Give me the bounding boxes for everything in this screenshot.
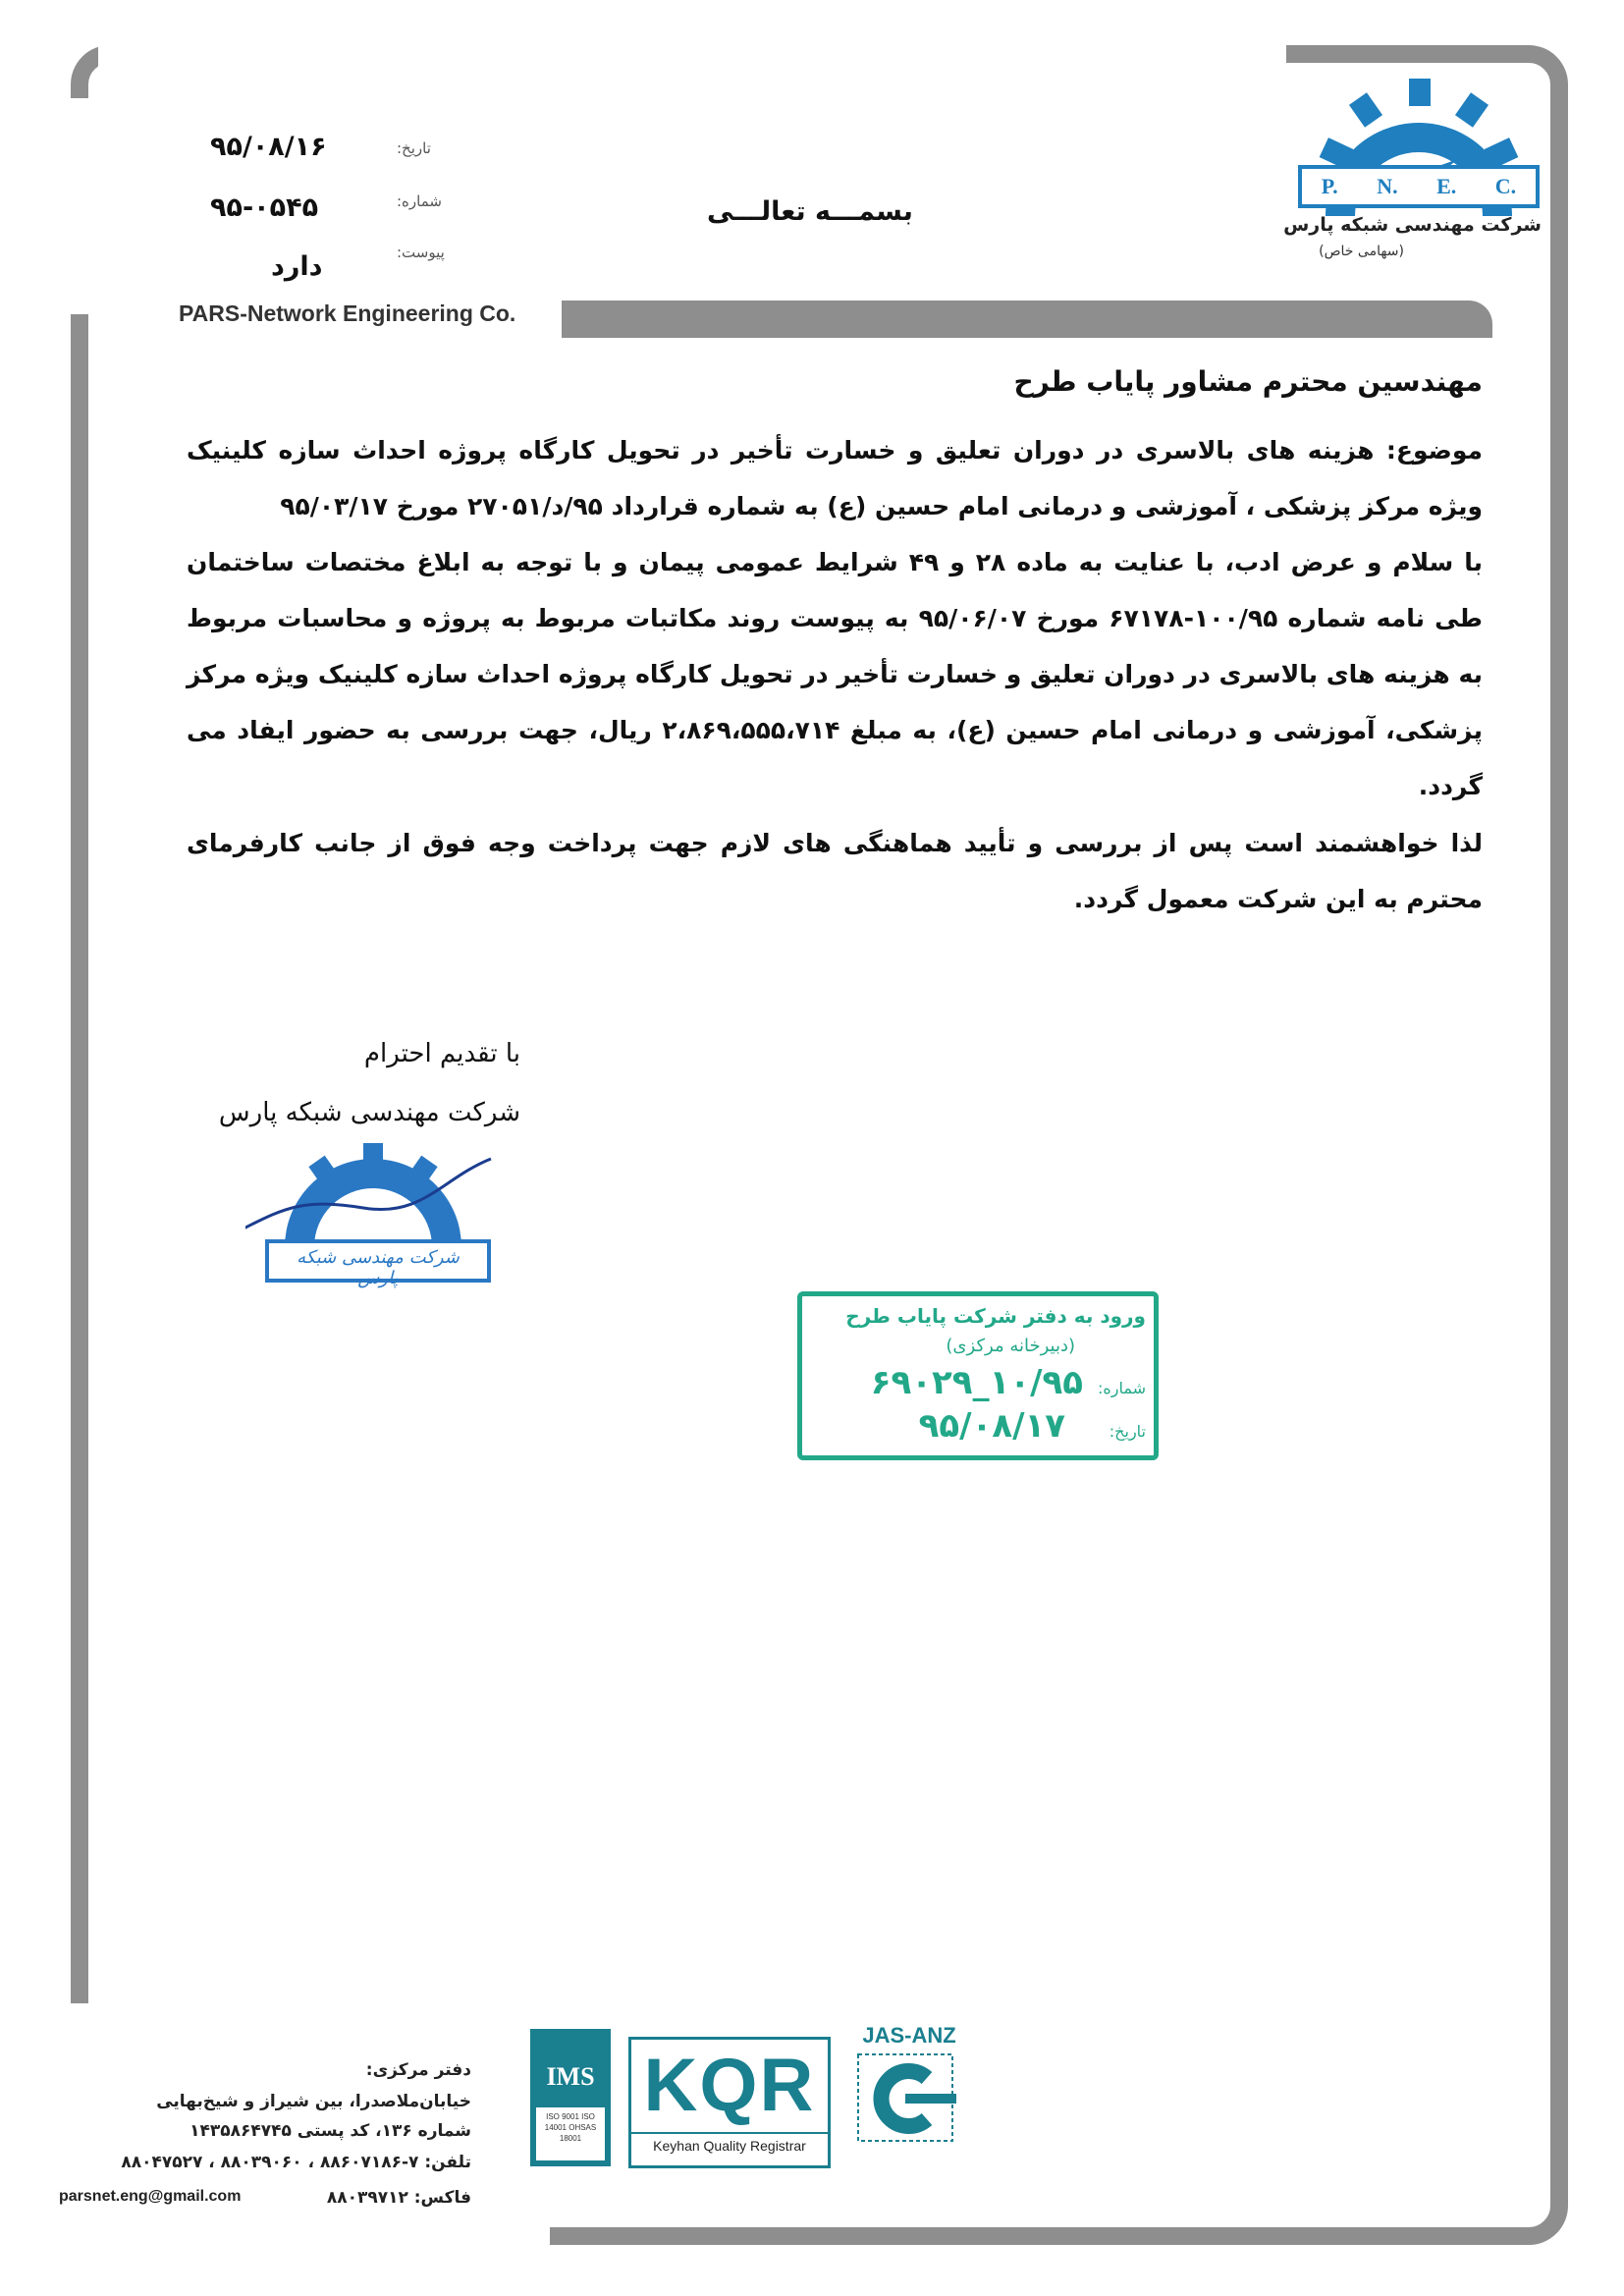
date-label: تاریخ: bbox=[397, 139, 431, 157]
frame-gap-top bbox=[98, 41, 1286, 96]
ims-standards: ISO 9001 ISO 14001 OHSAS 18001 bbox=[536, 2107, 605, 2160]
receipt-number-value: ۱۰/۹۵_۶۹۰۲۹ bbox=[870, 1363, 1083, 1402]
logo-letter-n: N. bbox=[1377, 174, 1398, 198]
kqr-caption: Keyhan Quality Registrar bbox=[631, 2132, 828, 2154]
jasanz-label: JAS-ANZ bbox=[862, 2023, 956, 2048]
logo-letter-c: C. bbox=[1494, 174, 1517, 198]
footer-address-1: خیابان‌ملاصدرا، بین شیراز و شیخ‌بهایی bbox=[156, 2092, 471, 2111]
footer-email: parsnet.eng@gmail.com bbox=[59, 2188, 242, 2205]
footer-address-2: شماره ۱۳۶، کد پستی ۱۴۳۵۸۶۴۷۴۵ bbox=[189, 2121, 471, 2141]
company-logo bbox=[1286, 69, 1551, 265]
receipt-date-label: تاریخ: bbox=[1109, 1422, 1146, 1441]
bismillah-heading: بسمـــه تعالـــی bbox=[707, 196, 913, 227]
jasanz-mark-icon bbox=[850, 2049, 968, 2147]
kqr-label: KQR bbox=[643, 2044, 816, 2127]
jasanz-cert-logo bbox=[850, 2023, 968, 2151]
company-seal bbox=[245, 1139, 501, 1286]
company-type: (سهامی خاص) bbox=[1319, 244, 1404, 259]
footer-office-label: دفتر مرکزی: bbox=[365, 2060, 471, 2080]
ims-label: IMS bbox=[546, 2062, 595, 2091]
logo-acronym-box bbox=[1298, 165, 1540, 208]
logo-letter-p: P. bbox=[1321, 174, 1338, 198]
footer-phone: تلفن: ۷-۸۸۶۰۷۱۸۶ ، ۸۸۰۳۹۰۶۰ ، ۸۸۰۴۷۵۲۷ bbox=[121, 2153, 471, 2172]
recipient-line: مهندسین محترم مشاور پایاب طرح bbox=[1013, 365, 1483, 398]
body-paragraph-2: لذا خواهشمند است پس از بررسی و تأیید هماهنگی های لازم جهت پرداخت وجه فوق از جانب کارفرمای محترم به این شرکت معمول گردد. bbox=[187, 829, 1483, 913]
attachment-label: پیوست: bbox=[397, 244, 445, 261]
seal-text: شرکت مهندسی شبکه پارس bbox=[297, 1247, 460, 1288]
company-name-en: PARS-Network Engineering Co. bbox=[179, 301, 516, 326]
footer-fax: فاکس: ۸۸۰۳۹۷۱۲ bbox=[326, 2188, 471, 2208]
receipt-stamp-title: ورود به دفتر شرکت پایاب طرح bbox=[845, 1304, 1146, 1328]
frame-gap-left bbox=[59, 98, 187, 314]
logo-letter-e: E. bbox=[1436, 174, 1457, 198]
body-paragraph-1: با سلام و عرض ادب، با عنایت به ماده ۲۸ و ۴۹ شرایط عمومی پیمان و با توجه به ابلاغ مختصات ساختمان طی نامه شماره ۱۰۰/۹۵-۶۷۱۷۸ مورخ ۹۵/۰۶/۰۷ به پیوست روند مکاتبات مربوط به پروژه و محاسبات مربوط به هزینه های بالاسری در دوران تعلیق و خسارت تأخیر در تحویل کارگاه پروژه احداث سازه کلینیک ویژه مرکز پزشکی، آموزشی و درمانی امام حسین (ع)، به مبلغ ۲،۸۶۹،۵۵۵،۷۱۴ ریال، جهت بررسی به حضور ایفاد می گردد. bbox=[187, 548, 1483, 800]
attachment-value: دارد bbox=[271, 251, 323, 282]
number-value: ۹۵-۰۵۴۵ bbox=[210, 192, 319, 223]
receipt-number-label: شماره: bbox=[1097, 1379, 1146, 1397]
company-name-fa: شرکت مهندسی شبکه پارس bbox=[1283, 214, 1542, 236]
receipt-date-value: ۹۵/۰۸/۱۷ bbox=[918, 1406, 1065, 1446]
receipt-stamp bbox=[797, 1291, 1159, 1460]
subject-paragraph: موضوع: هزینه های بالاسری در دوران تعلیق و خسارت تأخیر در تحویل کارگاه پروژه احداث سازه کلینیک ویژه مرکز پزشکی ، آموزشی و درمانی امام حسین (ع) به شماره قرارداد ۹۵/د/۲۷۰۵۱ مورخ ۹۵/۰۳/۱۷ bbox=[187, 436, 1483, 520]
kqr-cert-logo bbox=[628, 2037, 831, 2168]
signatory-line: شرکت مهندسی شبکه پارس bbox=[218, 1098, 520, 1127]
number-label: شماره: bbox=[397, 192, 442, 210]
date-value: ۹۵/۰۸/۱۶ bbox=[210, 132, 327, 162]
ims-cert-logo bbox=[530, 2029, 611, 2166]
receipt-stamp-subtitle: (دبیرخانه مرکزی) bbox=[946, 1336, 1075, 1356]
closing-line: با تقدیم احترام bbox=[363, 1039, 520, 1068]
